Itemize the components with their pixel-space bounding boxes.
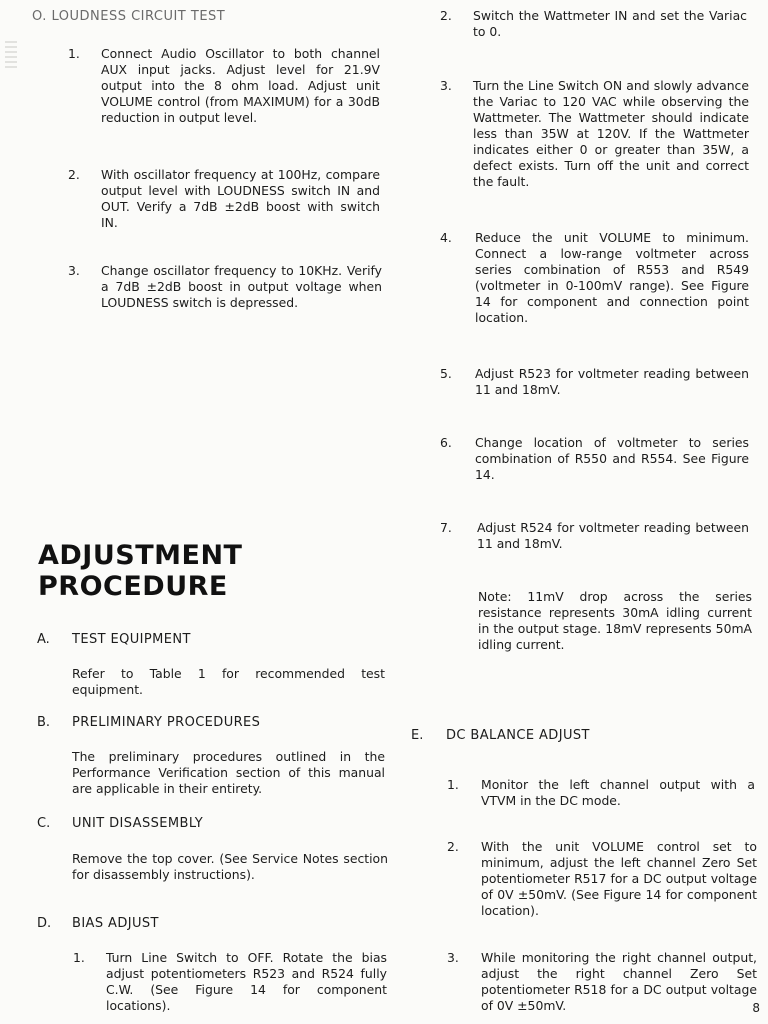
section-a-title: TEST EQUIPMENT — [72, 632, 191, 647]
section-d-letter: D. — [37, 916, 52, 931]
loudness-section-title: O. LOUDNESS CIRCUIT TEST — [32, 9, 226, 24]
heading-line-1: ADJUSTMENT — [38, 540, 243, 571]
section-e-letter: E. — [411, 728, 424, 743]
scan-margin-artifact — [5, 38, 17, 68]
bias-step-6-text: Change location of voltmeter to series combination of R550 and R554. See Figure 14. — [475, 435, 749, 482]
heading-line-2: PROCEDURE — [38, 571, 228, 602]
section-b-body: The preliminary procedures outlined in the Performance Verification section of this manual are applicable in their entirety. — [72, 749, 385, 796]
section-b-letter: B. — [37, 715, 51, 730]
loudness-step-2-text: With oscillator frequency at 100Hz, compare output level with LOUDNESS switch IN and OUT. Verify a 7dB ±2dB boost with switch IN. — [101, 167, 380, 230]
bias-step-3-number: 3. — [440, 78, 452, 93]
adjustment-procedure-heading — [38, 540, 242, 602]
dc-step-2-number: 2. — [447, 839, 459, 854]
loudness-step-2-number: 2. — [68, 167, 80, 182]
section-c-letter: C. — [37, 816, 51, 831]
loudness-step-3-number: 3. — [68, 263, 80, 278]
dc-step-2-text: With the unit VOLUME control set to minimum, adjust the left channel Zero Set potentiometer R517 for a DC output voltage of 0V ±50mV. (See Figure 14 for component location). — [481, 839, 757, 918]
bias-step-7-number: 7. — [440, 520, 452, 535]
section-e-title: DC BALANCE ADJUST — [446, 728, 590, 743]
bias-step-4-text: Reduce the unit VOLUME to minimum. Connect a low-range voltmeter across series combination of R553 and R549 (voltmeter in 0-100mV range). See Figure 14 for component and connection point location. — [475, 230, 749, 325]
bias-step-5-text: Adjust R523 for voltmeter reading between 11 and 18mV. — [475, 366, 749, 397]
dc-step-1-number: 1. — [447, 777, 459, 792]
bias-step-1-number: 1. — [73, 950, 85, 965]
idling-current-note: Note: 11mV drop across the series resistance represents 30mA idling current in the output stage. 18mV represents 50mA idling current. — [478, 589, 752, 652]
bias-step-6-number: 6. — [440, 435, 452, 450]
loudness-step-1-text: Connect Audio Oscillator to both channel AUX input jacks. Adjust level for 21.9V output into the 8 ohm load. Adjust unit VOLUME control (from MAXIMUM) for a 30dB reduction in output level. — [101, 46, 380, 125]
section-d-title: BIAS ADJUST — [72, 916, 159, 931]
dc-step-3-number: 3. — [447, 950, 459, 965]
dc-step-1-text: Monitor the left channel output with a VTVM in the DC mode. — [481, 777, 755, 808]
bias-step-5-number: 5. — [440, 366, 452, 381]
section-c-title: UNIT DISASSEMBLY — [72, 816, 204, 831]
bias-step-4-number: 4. — [440, 230, 452, 245]
bias-step-7-text: Adjust R524 for voltmeter reading between 11 and 18mV. — [477, 520, 749, 551]
loudness-step-1-number: 1. — [68, 46, 80, 61]
bias-step-2-number: 2. — [440, 8, 452, 23]
bias-step-3-text: Turn the Line Switch ON and slowly advance the Variac to 120 VAC while observing the Wattmeter. The Wattmeter should indicate less than 35W at 120V. If the Wattmeter indicates either 0 or greater than 35W, a defect exists. Turn off the unit and correct the fault. — [473, 78, 749, 189]
dc-step-3-text: While monitoring the right channel output, adjust the right channel Zero Set potentiometer R518 for a DC output voltage of 0V ±50mV. — [481, 950, 757, 1013]
section-a-body: Refer to Table 1 for recommended test equipment. — [72, 666, 385, 697]
loudness-step-3-text: Change oscillator frequency to 10KHz. Verify a 7dB ±2dB boost in output voltage when LOUDNESS switch is depressed. — [101, 263, 382, 310]
bias-step-1-text: Turn Line Switch to OFF. Rotate the bias adjust potentiometers R523 and R524 fully C.W. (See Figure 14 for component locations). — [106, 950, 387, 1013]
bias-step-2-text: Switch the Wattmeter IN and set the Variac to 0. — [473, 8, 747, 39]
section-c-body: Remove the top cover. (See Service Notes section for disassembly instructions). — [72, 851, 388, 882]
section-a-letter: A. — [37, 632, 50, 647]
section-b-title: PRELIMINARY PROCEDURES — [72, 715, 261, 730]
page-number: 8 — [752, 1001, 760, 1015]
